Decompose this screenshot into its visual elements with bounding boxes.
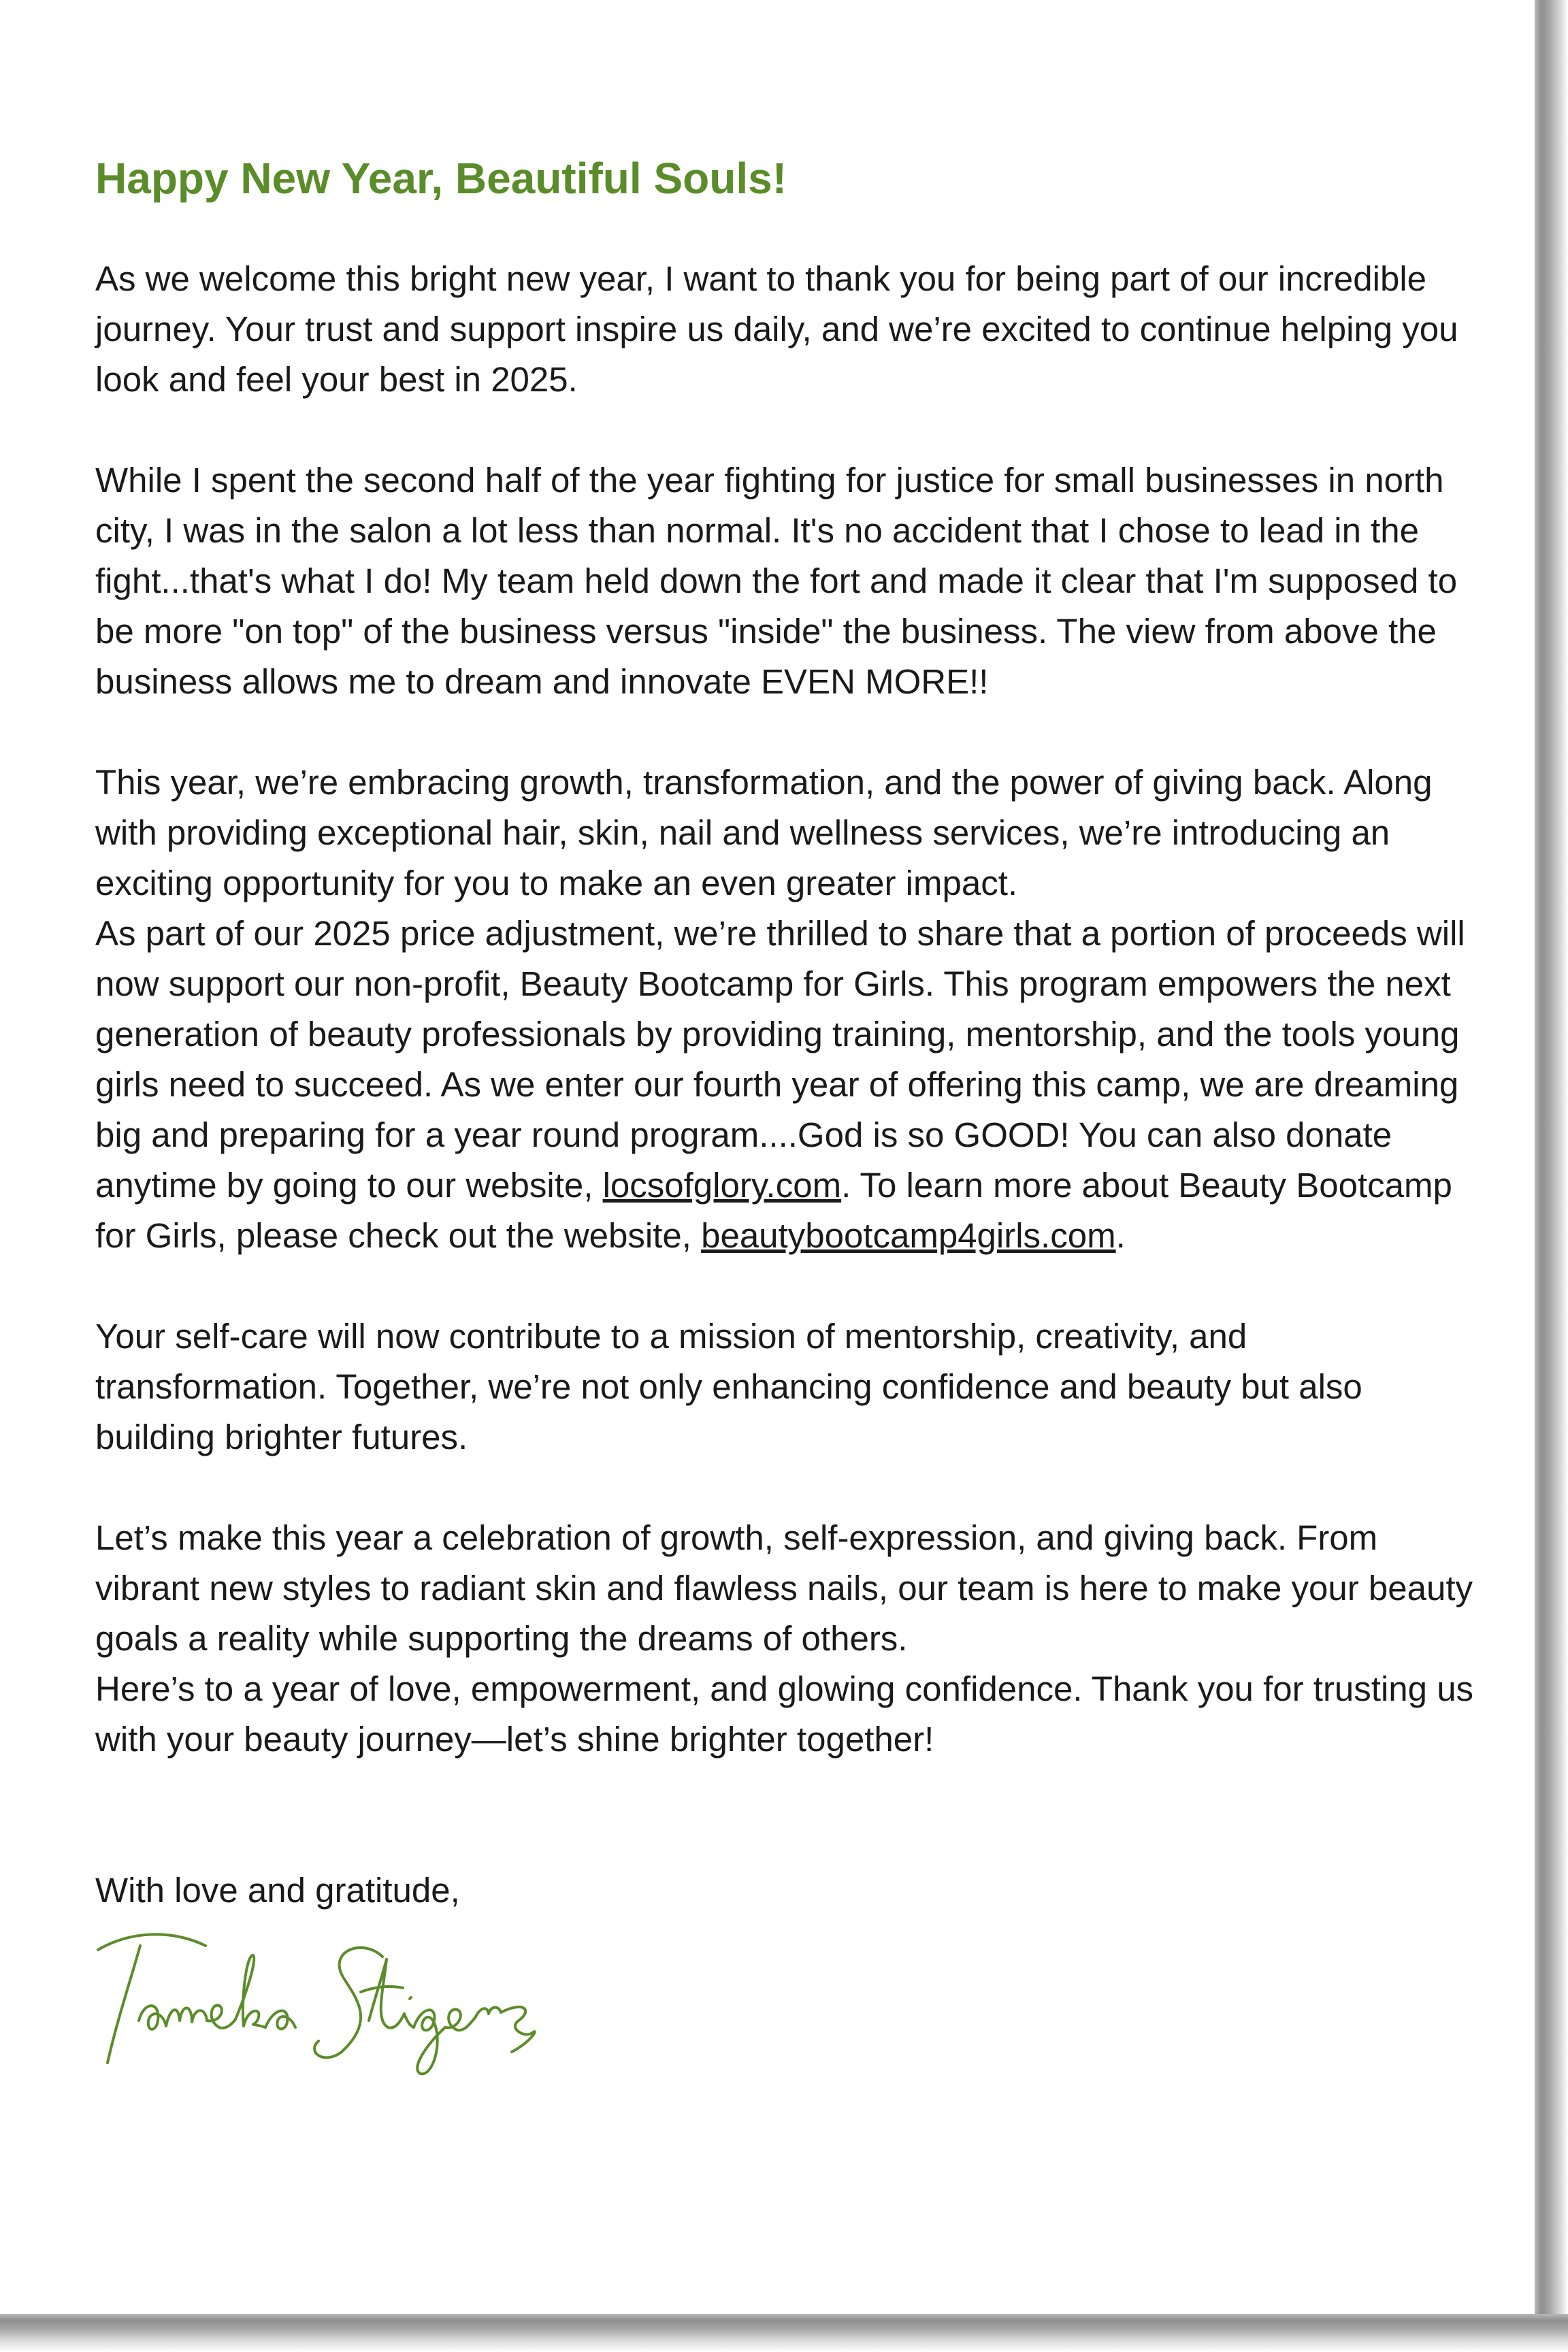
letter-content [95, 153, 1484, 2082]
paragraph-thanks: Here’s to a year of love, empowerment, and glowing confidence. Thank you for trusting us with your beauty journey—let’s shine brighter together! [95, 1669, 1474, 1759]
paragraph-growth: This year, we’re embracing growth, transformation, and the power of giving back. Along with providing exceptional hair, skin, nail and wellness services, we’re introducing an exciting opportunity for you to make an even greater impact. [95, 763, 1433, 902]
page-shadow-right [1535, 0, 1568, 2352]
page-shadow-bottom [0, 2314, 1568, 2352]
letter-heading: Happy New Year, Beautiful Souls! [95, 154, 787, 203]
signature [90, 1918, 580, 2082]
closing-line: With love and gratitude, [95, 1871, 460, 1910]
beautybootcamp-link[interactable]: beautybootcamp4girls.com [701, 1216, 1116, 1255]
paragraph-celebration: Let’s make this year a celebration of growth, self-expression, and giving back. From vibrant new styles to radiant skin and flawless nails, our team is here to make your beauty goals a reality while supporting the dreams of others. [95, 1518, 1473, 1658]
paragraph-price-adjustment [95, 909, 1484, 1261]
price-adjustment-text-2: . To learn more about Beauty Bootcamp for Girls, please check out the website, [95, 1166, 1452, 1255]
locsofglory-link[interactable]: locsofglory.com [602, 1166, 842, 1205]
price-adjustment-text-1: As part of our 2025 price adjustment, we’re thrilled to share that a portion of proceeds will now support our non-profit, Beauty Bootcamp for Girls. This program empowers the next generation of beauty professionals by providing training, mentorship, and the tools young girls need to succeed. As we enter our fourth year of offering this camp, we are dreaming big and preparing for a year round program....God is so GOOD! You can also donate anytime by going to our website, [95, 914, 1465, 1205]
paragraph-welcome: As we welcome this bright new year, I want to thank you for being part of our incredible journey. Your trust and support inspire us daily, and we’re excited to continue helping you look and feel your best in 2025. [95, 259, 1458, 399]
paragraph-self-care: Your self-care will now contribute to a mission of mentorship, creativity, and transformation. Together, we’re not only enhancing confidence and beauty but also building brighter futures. [95, 1317, 1362, 1456]
price-adjustment-text-3: . [1115, 1216, 1126, 1255]
paragraph-justice: While I spent the second half of the year fighting for justice for small businesses in north city, I was in the salon a lot less than normal. It's no accident that I chose to lead in the fight...that's what I do! My team held down the fort and made it clear that I'm supposed to be more "on top" of the business versus "inside" the business. The view from above the business allows me to dream and innovate EVEN MORE!! [95, 461, 1458, 701]
